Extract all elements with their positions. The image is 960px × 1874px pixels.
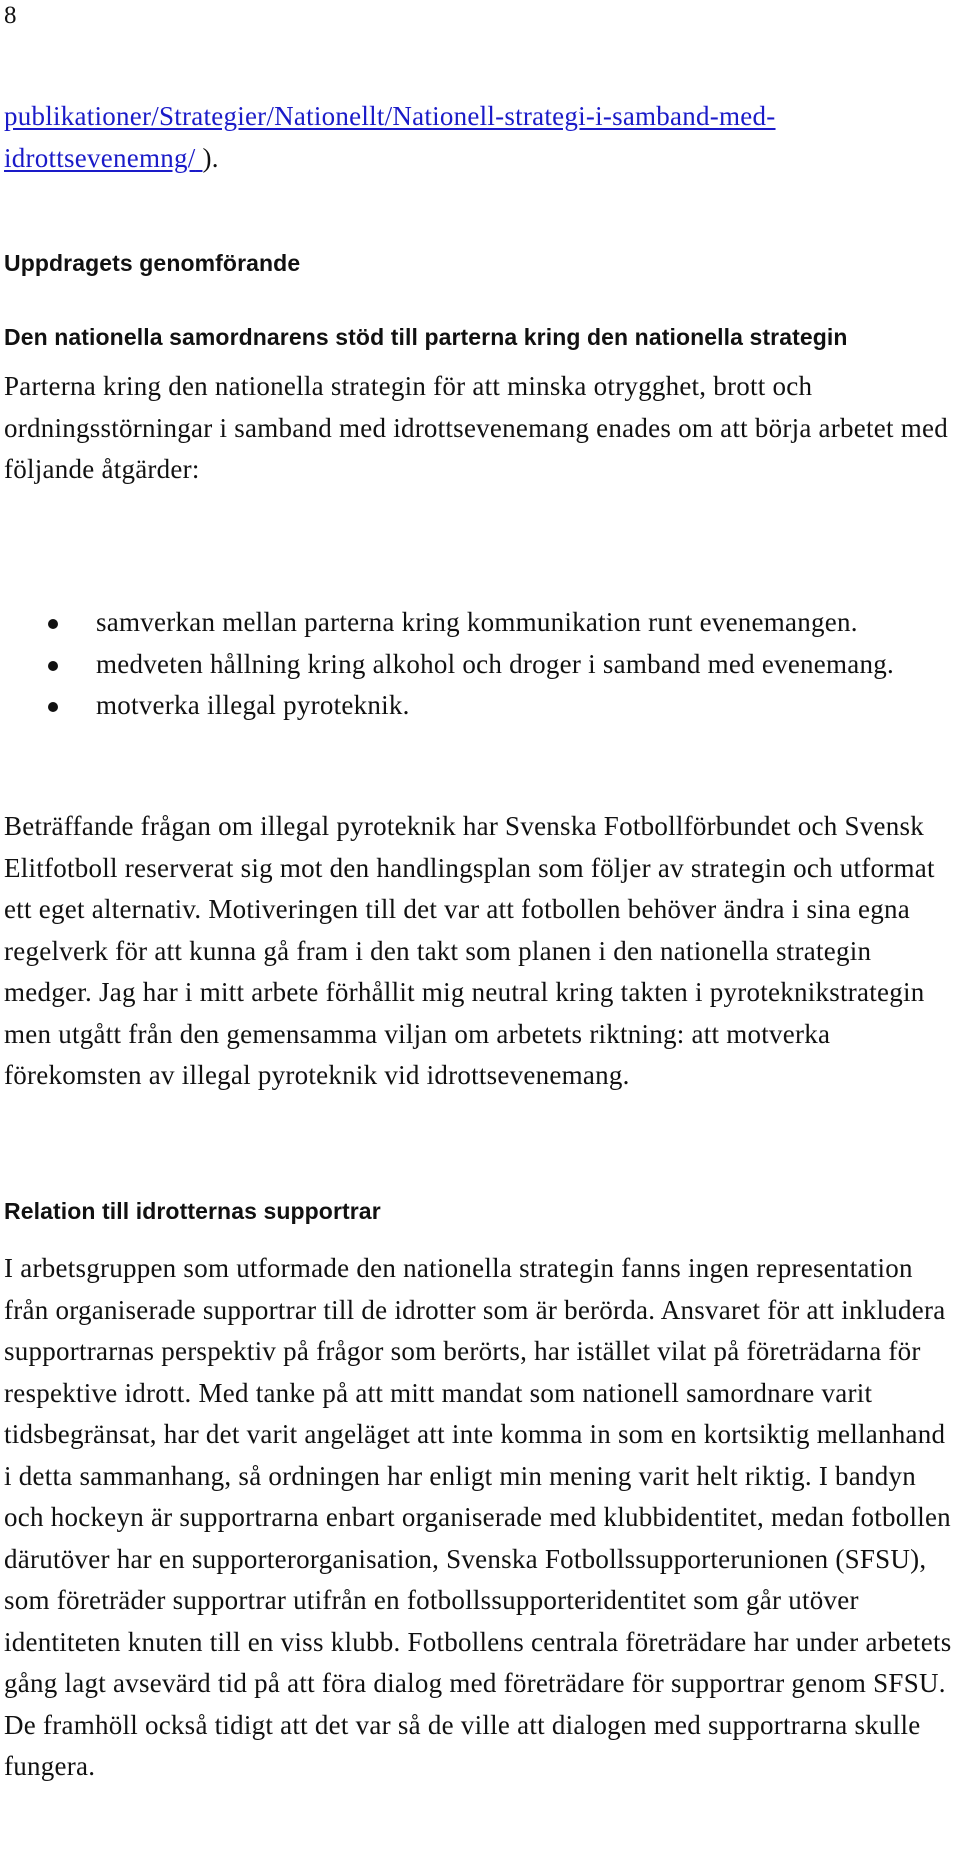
strategy-link[interactable] [4, 101, 776, 173]
link-line-1: publikationer/Strategier/Nationellt/Nationell-strategi-i-samband-med- [4, 101, 776, 131]
link-line-2: idrottsevenemng/ [4, 142, 196, 173]
link-suffix: ). [202, 142, 219, 173]
bullet-icon [48, 702, 58, 712]
link-paragraph [4, 96, 954, 179]
pyrotechnics-paragraph: Beträffande frågan om illegal pyroteknik har Svenska Fotbollförbundet och Svensk Elitfotboll reserverat sig mot den handlingsplan som följer av strategin och utformat ett eget alternativ. Motiveringen till det var att fotbollen behöver ändra i sina egna regelverk för att kunna gå fram i den takt som planen i den nationella strategin medger. Jag har i mitt arbete förhållit mig neutral kring takten i pyroteknikstrategin men utgått från den gemensamma viljan om arbetets riktning: att motverka förekomsten av illegal pyroteknik vid idrottsevenemang. [4, 811, 935, 1090]
list-item-text: medveten hållning kring alkohol och droger i samband med evenemang. [96, 648, 895, 679]
list-item [0, 644, 946, 686]
list-item-text: samverkan mellan parterna kring kommunikation runt evenemangen. [96, 607, 858, 637]
measures-list [0, 602, 960, 727]
page-number: 8 [4, 2, 17, 29]
supporters-heading: Relation till idrotternas supportrar [4, 1198, 381, 1224]
intro-paragraph: Parterna kring den nationella strategin för att minska otrygghet, brott och ordningsstörningar i samband med idrottsevenemang enades om att börja arbetet med följande åtgärder: [4, 371, 948, 484]
list-item [0, 685, 946, 727]
list-item [0, 602, 946, 644]
section-heading: Uppdragets genomförande [4, 250, 301, 276]
supporters-paragraph: I arbetsgruppen som utformade den nationella strategin fanns ingen representation från organiserade supportrar till de idrotter som är berörda. Ansvaret för att inkludera supportrarnas perspektiv på frågor som berörts, har istället vilat på företrädarna för respektive idrott. Med tanke på att mitt mandat som nationell samordnare varit tidsbegränsat, har det varit angeläget att inte komma in som en kortsiktig mellanhand i detta sammanhang, så ordningen har enligt min mening varit helt riktig. I bandyn och hockeyn är supportrarna enbart organiserade med klubbidentitet, medan fotbollen därutöver har en supporterorganisation, Svenska Fotbollssupporterunionen (SFSU), som företräder supportrar utifrån en fotbollssupporteridentitet som går utöver identiteten knuten till en viss klubb. Fotbollens centrala företrädare har under arbetets gång lagt avsevärd tid på att föra dialog med företrädare för supportrar genom SFSU. De framhöll också tidigt att det var så de ville att dialogen med supportrarna skulle fungera. [4, 1253, 952, 1781]
bullet-icon [48, 619, 58, 629]
list-item-text: motverka illegal pyroteknik. [96, 690, 410, 720]
subsection-heading: Den nationella samordnarens stöd till parterna kring den nationella strategin [4, 324, 848, 350]
bullet-icon [48, 661, 58, 671]
